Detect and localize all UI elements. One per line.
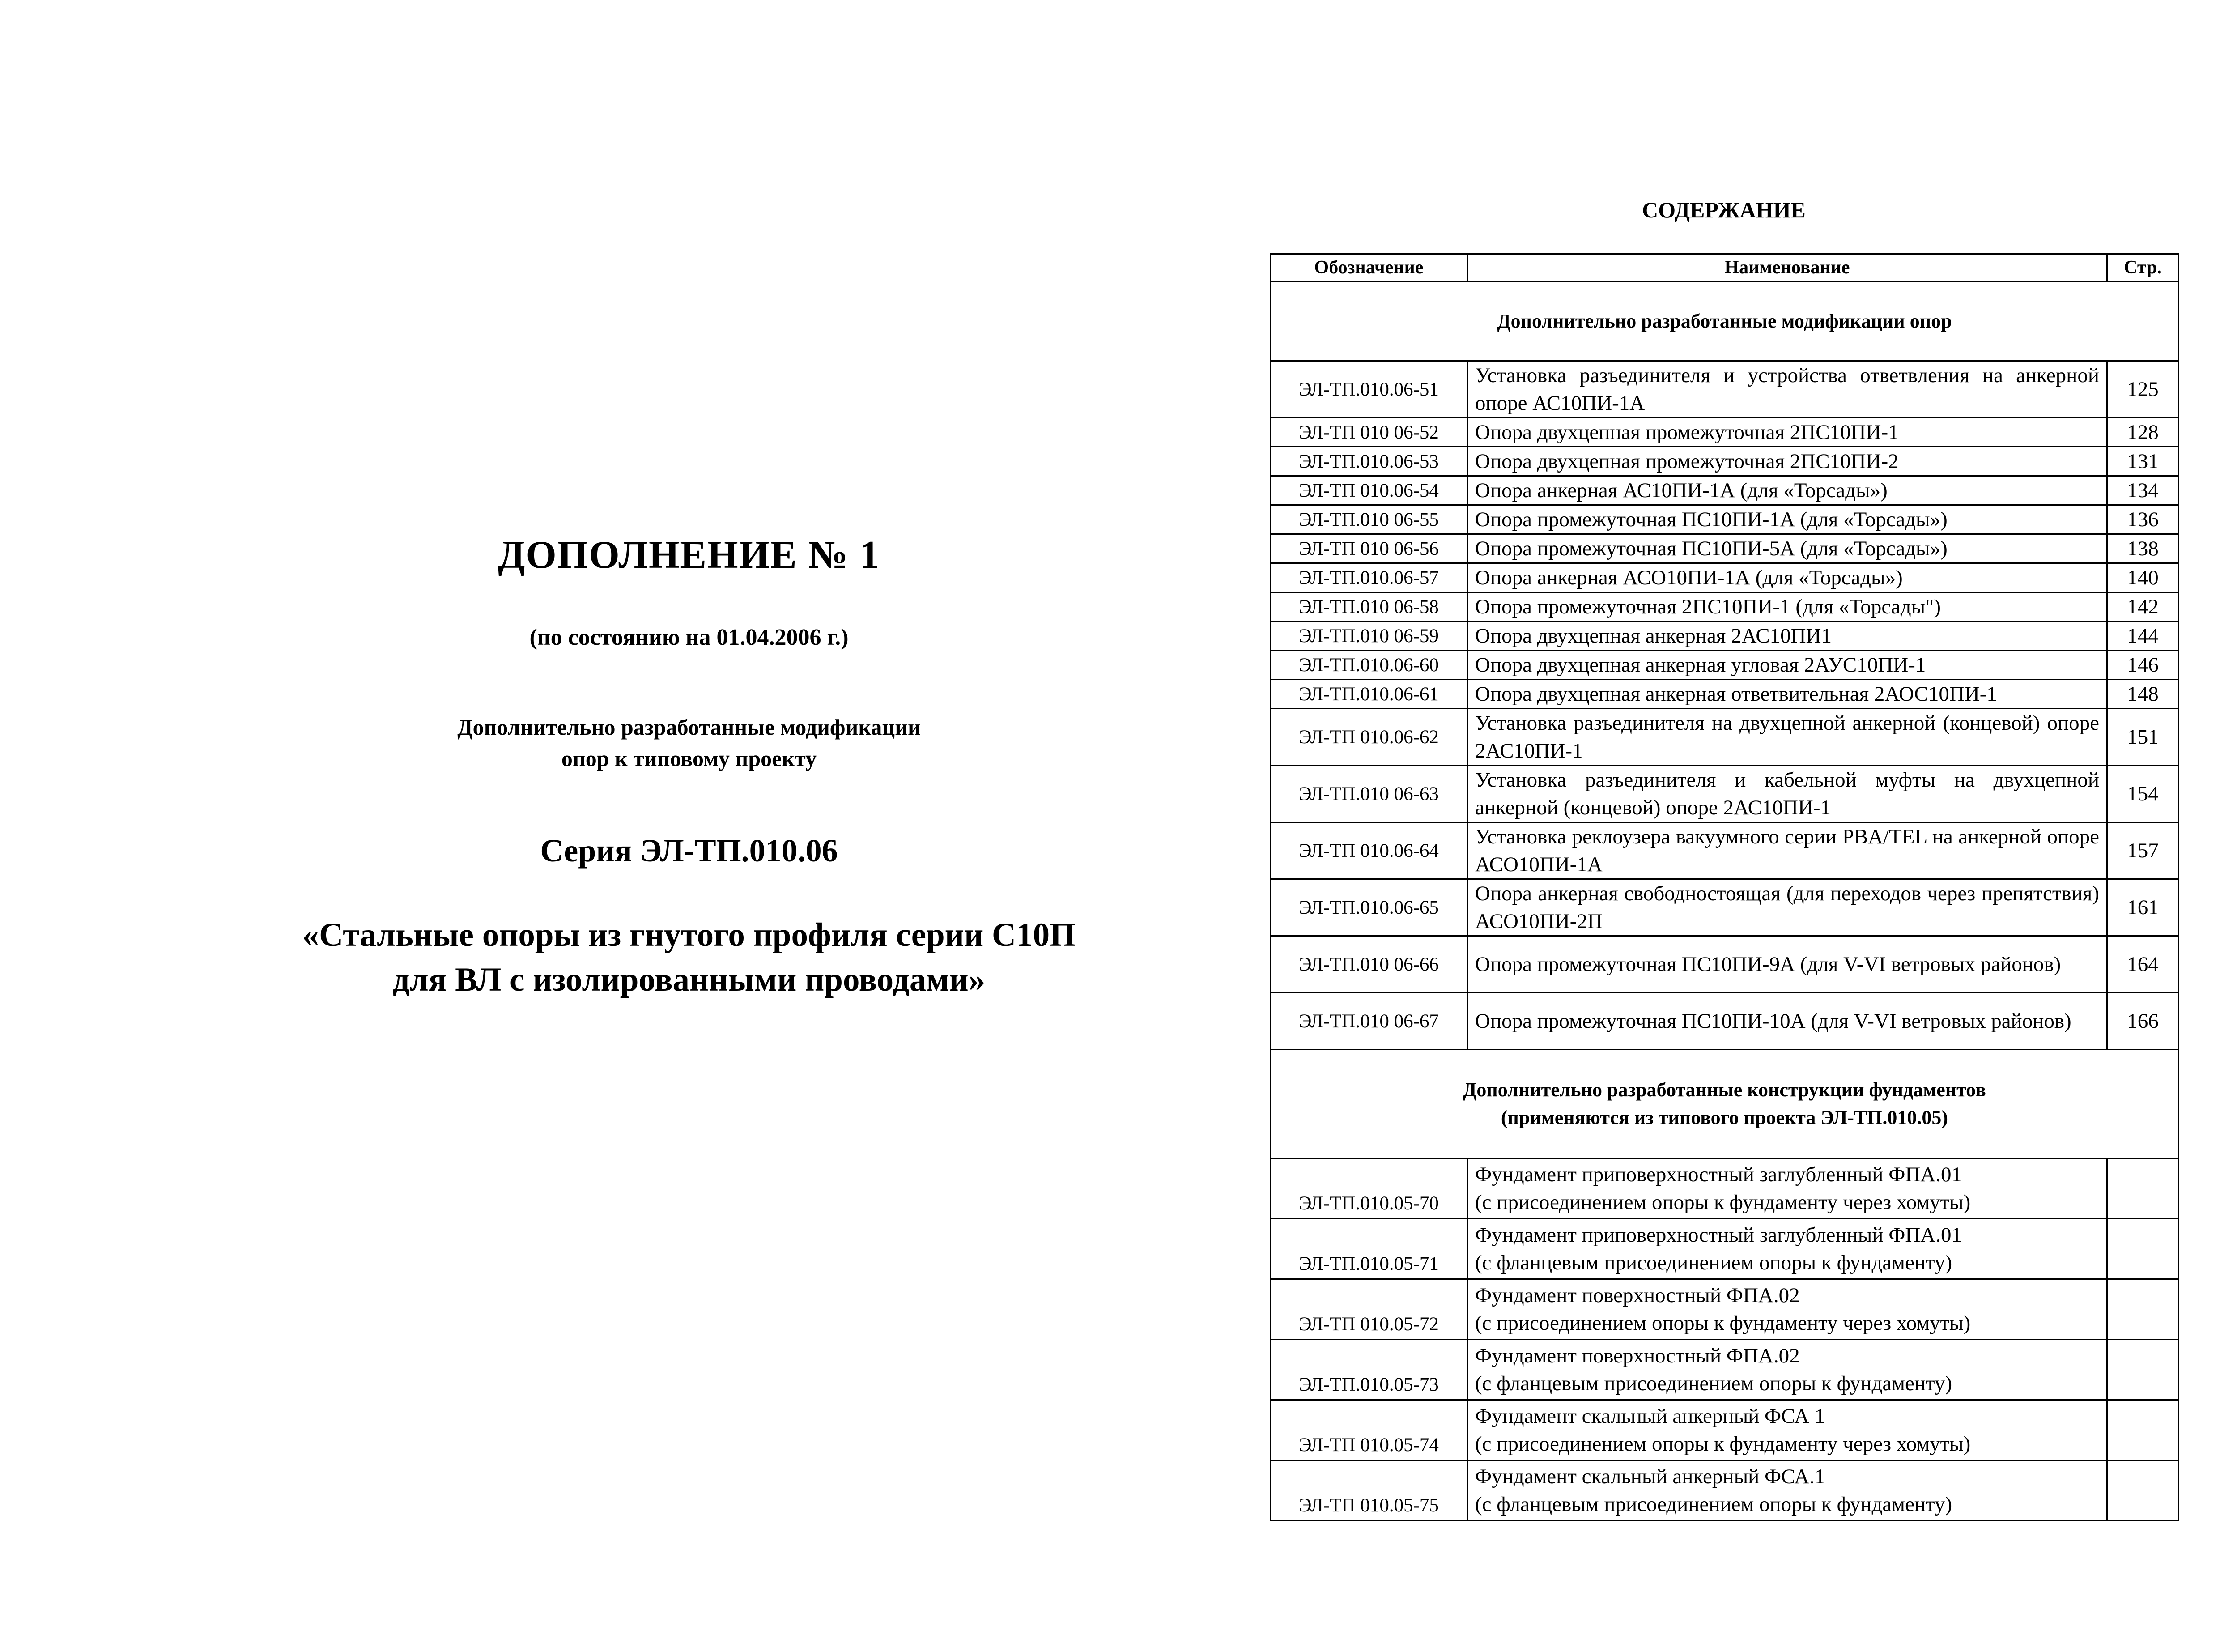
row-code: ЭЛ-ТП.010 06-63: [1271, 766, 1467, 822]
table-row: [1271, 709, 2179, 766]
project-name-line: «Стальные опоры из гнутого профиля серии С10П: [302, 916, 1076, 954]
column-header-page: Стр.: [2107, 254, 2179, 281]
section-row: [1271, 1050, 2179, 1158]
row-code: ЭЛ-ТП.010.06-65: [1271, 879, 1467, 936]
row-page: 131: [2107, 447, 2179, 476]
table-row: [1271, 534, 2179, 563]
row-name: [1467, 1158, 2107, 1219]
table-header-row: [1271, 254, 2179, 281]
row-page: 144: [2107, 622, 2179, 651]
project-name: [233, 913, 1145, 1002]
toc-heading: СОДЕРЖАНИЕ: [1642, 197, 1806, 222]
row-code: ЭЛ-ТП.010.06-57: [1271, 563, 1467, 592]
row-code: ЭЛ-ТП 010.05-75: [1271, 1460, 1467, 1521]
row-page: 146: [2107, 651, 2179, 680]
row-page: [2107, 1219, 2179, 1279]
description: [233, 711, 1145, 774]
row-name: Опора анкерная свободностоящая (для переходов через препятствия) АСО10ПИ-2П: [1467, 879, 2107, 936]
row-code: ЭЛ-ТП.010 06-59: [1271, 622, 1467, 651]
column-header-code: Обозначение: [1271, 254, 1467, 281]
table-row: [1271, 879, 2179, 936]
row-page: 161: [2107, 879, 2179, 936]
row-name-line: Фундамент скальный анкерный ФСА 1: [1475, 1405, 1825, 1428]
toc-body: [1271, 281, 2179, 1521]
row-name-line: (с присоединением опоры к фундаменту через хомуты): [1475, 1432, 1971, 1456]
section-title-line: (применяются из типового проекта ЭЛ-ТП.010.05): [1501, 1107, 1948, 1128]
row-name: Опора анкерная АС10ПИ-1А (для «Торсады»): [1467, 476, 2107, 505]
table-row: [1271, 1460, 2179, 1521]
row-page: 154: [2107, 766, 2179, 822]
table-row: [1271, 476, 2179, 505]
row-page: 166: [2107, 993, 2179, 1050]
row-name-line: (с присоединением опоры к фундаменту через хомуты): [1475, 1191, 1971, 1214]
row-code: ЭЛ-ТП.010.06-60: [1271, 651, 1467, 680]
row-name: Опора промежуточная ПС10ПИ-5А (для «Торсады»): [1467, 534, 2107, 563]
table-row: [1271, 592, 2179, 622]
row-name-line: (с фланцевым присоединением опоры к фундаменту): [1475, 1251, 1952, 1274]
table-row: [1271, 651, 2179, 680]
row-code: ЭЛ-ТП.010 06-67: [1271, 993, 1467, 1050]
table-row: [1271, 680, 2179, 709]
row-code: ЭЛ-ТП.010.05-70: [1271, 1158, 1467, 1219]
section-title-line: Дополнительно разработанные конструкции фундаментов: [1463, 1079, 1986, 1101]
table-row: [1271, 418, 2179, 447]
row-name: Опора двухцепная анкерная ответвительная 2АОС10ПИ-1: [1467, 680, 2107, 709]
status-date: (по состоянию на 01.04.2006 г.): [529, 625, 849, 650]
row-page: [2107, 1400, 2179, 1460]
project-name-line: для ВЛ с изолированными проводами»: [392, 961, 986, 998]
table-row: [1271, 936, 2179, 993]
row-code: ЭЛ-ТП 010.06-64: [1271, 822, 1467, 879]
row-code: ЭЛ-ТП.010 06-66: [1271, 936, 1467, 993]
row-name-line: Фундамент скальный анкерный ФСА.1: [1475, 1465, 1825, 1488]
table-row: [1271, 505, 2179, 534]
section-row: [1271, 281, 2179, 361]
section-title: [1271, 281, 2179, 361]
table-row: [1271, 447, 2179, 476]
table-row: [1271, 1219, 2179, 1279]
row-name: [1467, 1400, 2107, 1460]
row-page: 148: [2107, 680, 2179, 709]
row-code: ЭЛ-ТП.010.05-71: [1271, 1219, 1467, 1279]
row-name: Опора промежуточная ПС10ПИ-10А (для V-VI ветровых районов): [1467, 993, 2107, 1050]
row-page: 140: [2107, 563, 2179, 592]
row-name-line: Фундамент приповерхностный заглубленный ФПА.01: [1475, 1223, 1962, 1247]
row-name-line: Фундамент поверхностный ФПА.02: [1475, 1284, 1800, 1307]
table-row: [1271, 1340, 2179, 1400]
row-name: [1467, 1279, 2107, 1340]
row-page: 164: [2107, 936, 2179, 993]
table-row: [1271, 1400, 2179, 1460]
row-code: ЭЛ-ТП.010.06-61: [1271, 680, 1467, 709]
table-row: [1271, 361, 2179, 418]
row-page: 136: [2107, 505, 2179, 534]
table-row: [1271, 1158, 2179, 1219]
row-name: Опора промежуточная ПС10ПИ-9А (для V-VI ветровых районов): [1467, 936, 2107, 993]
series-title: Серия ЭЛ-ТП.010.06: [540, 833, 838, 869]
row-page: [2107, 1340, 2179, 1400]
toc-table: [1270, 253, 2179, 1521]
row-code: ЭЛ-ТП 010.06-54: [1271, 476, 1467, 505]
row-page: [2107, 1158, 2179, 1219]
row-page: 128: [2107, 418, 2179, 447]
description-line: Дополнительно разработанные модификации: [457, 715, 921, 740]
row-code: ЭЛ-ТП.010 06-55: [1271, 505, 1467, 534]
row-name: Опора двухцепная промежуточная 2ПС10ПИ-2: [1467, 447, 2107, 476]
row-code: ЭЛ-ТП.010 06-58: [1271, 592, 1467, 622]
row-code: ЭЛ-ТП 010.06-62: [1271, 709, 1467, 766]
row-name: Установка разъединителя и устройства ответвления на анкерной опоре АС10ПИ-1А: [1467, 361, 2107, 418]
row-page: 125: [2107, 361, 2179, 418]
table-row: [1271, 766, 2179, 822]
row-name-line: Фундамент поверхностный ФПА.02: [1475, 1344, 1800, 1367]
row-name: Установка разъединителя на двухцепной анкерной (концевой) опоре 2АС10ПИ-1: [1467, 709, 2107, 766]
row-name: [1467, 1219, 2107, 1279]
column-header-name: Наименование: [1467, 254, 2107, 281]
row-name: [1467, 1460, 2107, 1521]
row-page: 157: [2107, 822, 2179, 879]
row-name-line: Фундамент приповерхностный заглубленный ФПА.01: [1475, 1163, 1962, 1186]
table-row: [1271, 622, 2179, 651]
row-page: 134: [2107, 476, 2179, 505]
row-name: Опора промежуточная ПС10ПИ-1А (для «Торсады»): [1467, 505, 2107, 534]
row-page: [2107, 1279, 2179, 1340]
row-name: Опора двухцепная анкерная угловая 2АУС10ПИ-1: [1467, 651, 2107, 680]
row-page: 142: [2107, 592, 2179, 622]
row-code: ЭЛ-ТП 010 06-52: [1271, 418, 1467, 447]
row-name-line: (с фланцевым присоединением опоры к фундаменту): [1475, 1493, 1952, 1516]
row-name: Установка реклоузера вакуумного серии PBA/TEL на анкерной опоре АСО10ПИ-1А: [1467, 822, 2107, 879]
row-name: Опора двухцепная анкерная 2АС10ПИ1: [1467, 622, 2107, 651]
row-page: 138: [2107, 534, 2179, 563]
row-code: ЭЛ-ТП 010 06-56: [1271, 534, 1467, 563]
table-row: [1271, 993, 2179, 1050]
row-name-line: (с фланцевым присоединением опоры к фундаменту): [1475, 1372, 1952, 1395]
row-name: Опора двухцепная промежуточная 2ПС10ПИ-1: [1467, 418, 2107, 447]
row-code: ЭЛ-ТП.010.06-51: [1271, 361, 1467, 418]
row-name-line: (с присоединением опоры к фундаменту через хомуты): [1475, 1311, 1971, 1335]
row-page: [2107, 1460, 2179, 1521]
row-code: ЭЛ-ТП 010.05-74: [1271, 1400, 1467, 1460]
row-name: Опора анкерная АСО10ПИ-1А (для «Торсады»): [1467, 563, 2107, 592]
table-row: [1271, 1279, 2179, 1340]
row-name: [1467, 1340, 2107, 1400]
row-name: Установка разъединителя и кабельной муфты на двухцепной анкерной (концевой) опоре 2АС10ПИ-1: [1467, 766, 2107, 822]
row-page: 151: [2107, 709, 2179, 766]
section-title-line: Дополнительно разработанные модификации опор: [1497, 310, 1952, 332]
row-code: ЭЛ-ТП.010.06-53: [1271, 447, 1467, 476]
description-line: опор к типовому проекту: [561, 746, 817, 771]
table-row: [1271, 563, 2179, 592]
document-title: ДОПОЛНЕНИЕ № 1: [498, 533, 880, 577]
row-code: ЭЛ-ТП.010.05-73: [1271, 1340, 1467, 1400]
section-title: [1271, 1050, 2179, 1158]
row-code: ЭЛ-ТП 010.05-72: [1271, 1279, 1467, 1340]
row-name: Опора промежуточная 2ПС10ПИ-1 (для «Торсады"): [1467, 592, 2107, 622]
table-row: [1271, 822, 2179, 879]
